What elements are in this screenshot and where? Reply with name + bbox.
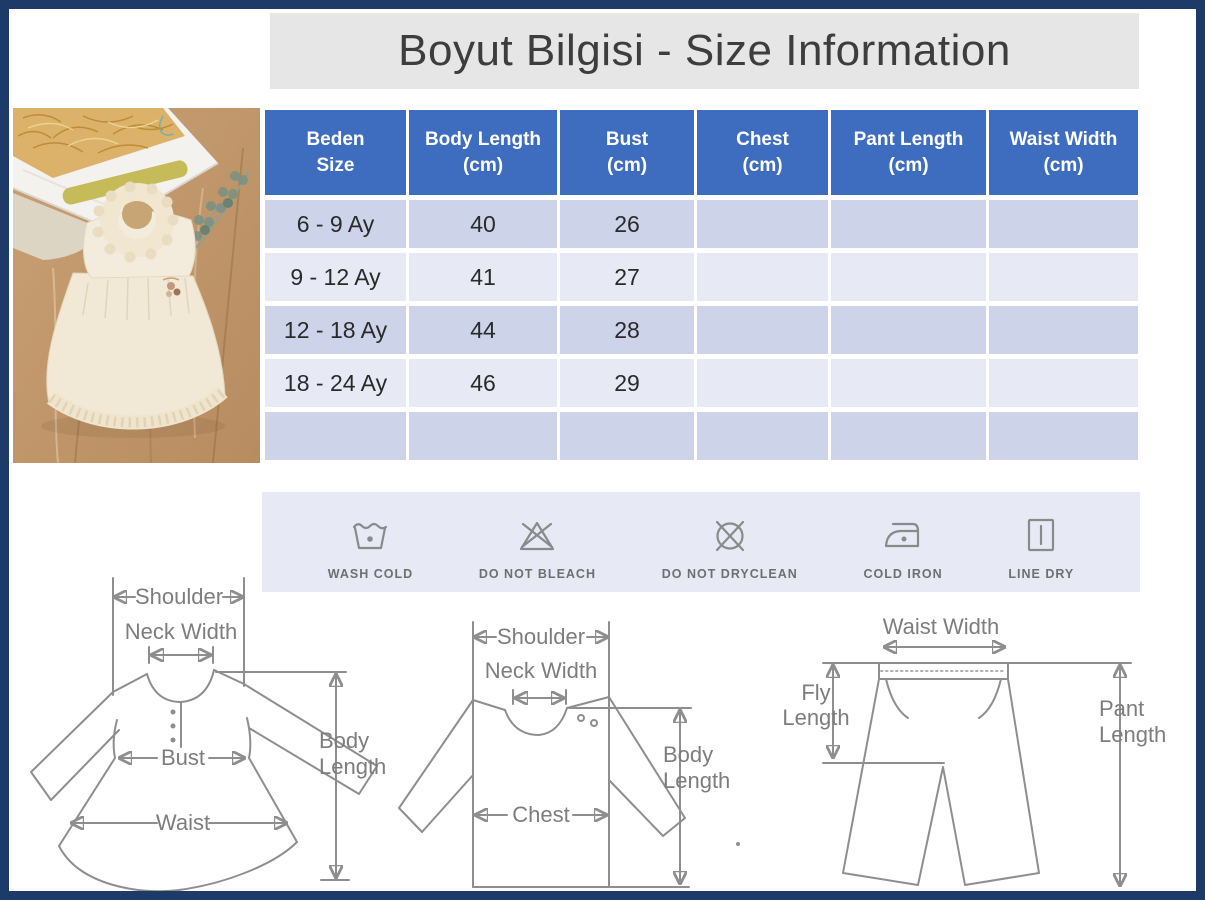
pants-fly-length-label: Fly xyxy=(801,680,831,705)
table-cell xyxy=(831,412,986,460)
title-bar xyxy=(270,13,1139,89)
top-shoulder-label: Shoulder xyxy=(496,624,586,649)
dress-diagram xyxy=(31,578,386,891)
column-header-bust: Bust (cm) xyxy=(560,110,694,195)
top-chest-label: Chest xyxy=(512,802,570,827)
cold-iron-icon xyxy=(880,512,926,558)
table-cell xyxy=(697,359,828,407)
care-label: WASH COLD xyxy=(327,567,414,581)
table-cell xyxy=(560,412,694,460)
top-body-length-label: Body xyxy=(663,742,714,767)
svg-text:Length: Length xyxy=(782,705,850,730)
top-diagram xyxy=(399,622,740,887)
top-neck-width-label: Neck Width xyxy=(484,658,598,683)
page-title: Boyut Bilgisi - Size Information xyxy=(398,26,1011,75)
table-cell xyxy=(989,412,1138,460)
table-cell: 41 xyxy=(409,253,557,301)
care-label: DO NOT DRYCLEAN xyxy=(661,567,798,581)
table-cell: 6 - 9 Ay xyxy=(265,200,406,248)
table-cell xyxy=(989,359,1138,407)
table-cell xyxy=(831,306,986,354)
care-label: DO NOT BLEACH xyxy=(478,567,596,581)
table-cell: 46 xyxy=(409,359,557,407)
table-cell xyxy=(831,253,986,301)
wash-cold-icon xyxy=(347,512,393,558)
column-header-pant-length: Pant Length (cm) xyxy=(831,110,986,195)
svg-text:Length: Length xyxy=(663,768,731,793)
do-not-dryclean-icon xyxy=(707,512,753,558)
table-cell: 18 - 24 Ay xyxy=(265,359,406,407)
pants-diagram xyxy=(782,614,1166,885)
table-cell: 26 xyxy=(560,200,694,248)
table-cell: 28 xyxy=(560,306,694,354)
table-cell xyxy=(989,306,1138,354)
table-cell xyxy=(265,412,406,460)
table-cell xyxy=(831,200,986,248)
table-cell xyxy=(697,412,828,460)
size-table xyxy=(265,110,1138,460)
table-cell xyxy=(409,412,557,460)
table-cell xyxy=(697,200,828,248)
table-cell xyxy=(697,253,828,301)
table-cell: 44 xyxy=(409,306,557,354)
dress-neck-width-label: Neck Width xyxy=(124,619,238,644)
product-photo-illustration xyxy=(13,108,260,463)
measurement-diagrams xyxy=(9,570,1196,891)
dress-body-length-label: Body xyxy=(319,728,370,753)
table-cell xyxy=(989,200,1138,248)
table-cell: 9 - 12 Ay xyxy=(265,253,406,301)
dress-shoulder-label: Shoulder xyxy=(134,584,224,609)
column-header-body-length: Body Length (cm) xyxy=(409,110,557,195)
product-photo xyxy=(13,108,260,463)
care-label: LINE DRY xyxy=(1008,567,1075,581)
table-cell xyxy=(831,359,986,407)
svg-text:Length: Length xyxy=(319,754,387,779)
table-cell: 12 - 18 Ay xyxy=(265,306,406,354)
table-cell: 40 xyxy=(409,200,557,248)
table-cell: 29 xyxy=(560,359,694,407)
column-header-waist-width: Waist Width (cm) xyxy=(989,110,1138,195)
line-dry-icon xyxy=(1018,512,1064,558)
table-cell xyxy=(989,253,1138,301)
pants-waist-width-label: Waist Width xyxy=(882,614,1000,639)
column-header-beden-size: Beden Size xyxy=(265,110,406,195)
do-not-bleach-icon xyxy=(514,512,560,558)
table-cell xyxy=(697,306,828,354)
column-header-chest: Chest (cm) xyxy=(697,110,828,195)
svg-text:Length: Length xyxy=(1099,722,1167,747)
pants-pant-length-label: Pant xyxy=(1099,696,1145,721)
dress-waist-label: Waist xyxy=(155,810,211,835)
care-label: COLD IRON xyxy=(863,567,943,581)
dress-bust-label: Bust xyxy=(160,745,206,770)
table-cell: 27 xyxy=(560,253,694,301)
